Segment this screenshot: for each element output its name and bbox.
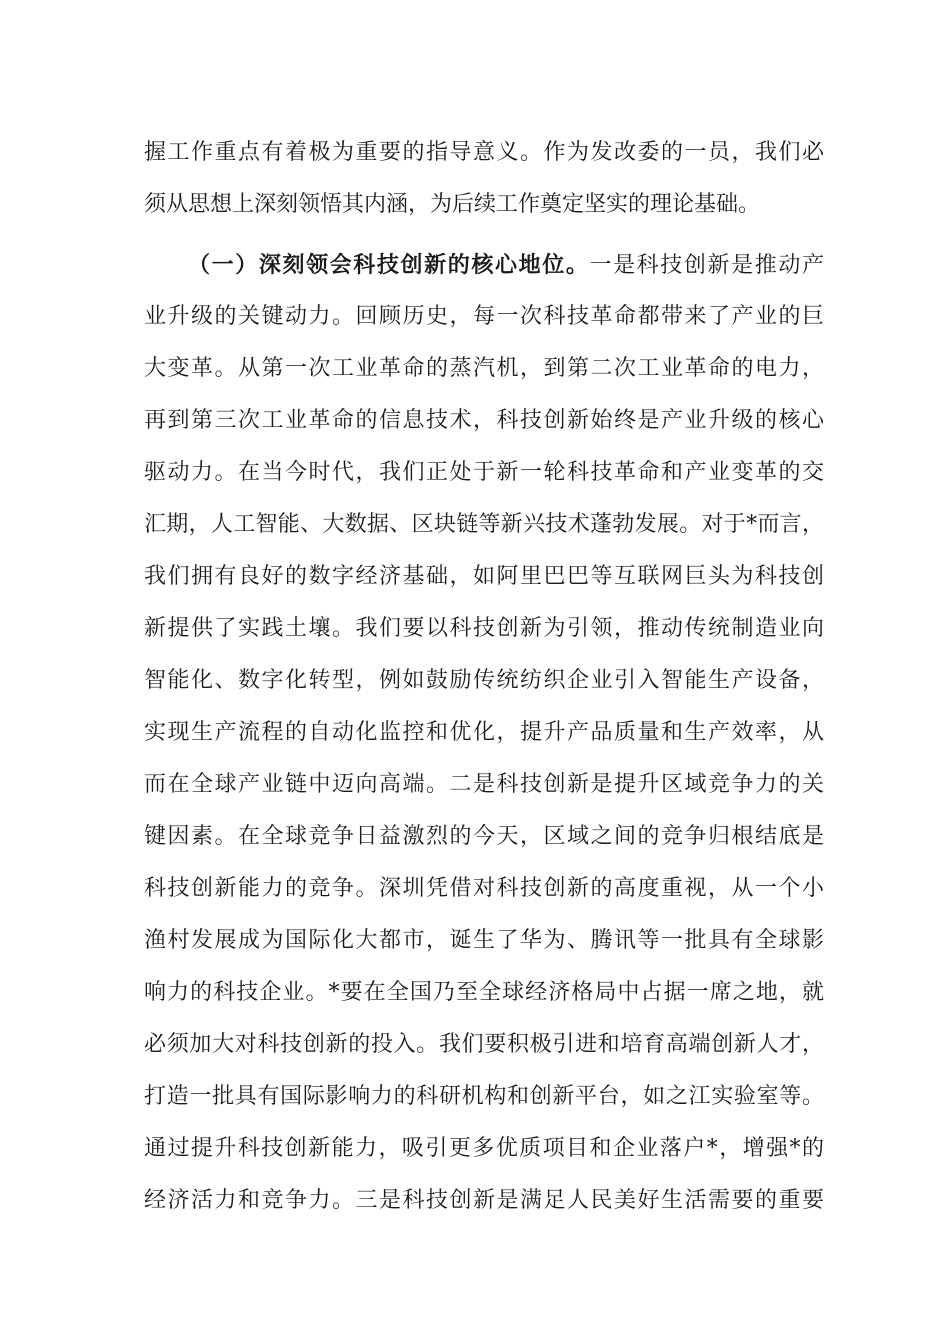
paragraph-2: [144, 239, 824, 1227]
paragraph-line: 驱动力。在当今时代，我们正处于新一轮科技革命和产业变革的交: [144, 460, 824, 485]
paragraph-1: [144, 127, 824, 231]
paragraph-line: 再到第三次工业革命的信息技术，科技创新始终是产业升级的核心: [144, 408, 824, 433]
paragraph-line: 须从思想上深刻领悟其内涵，为后续工作奠定坚实的理论基础。: [144, 192, 761, 217]
paragraph-line: 业升级的关键动力。回顾历史，每一次科技革命都带来了产业的巨: [144, 304, 824, 329]
paragraph-line: 大变革。从第一次工业革命的蒸汽机，到第二次工业革命的电力，: [144, 356, 824, 381]
paragraph-line: 握工作重点有着极为重要的指导意义。作为发改委的一员，我们必: [144, 140, 824, 165]
paragraph-line: 我们拥有良好的数字经济基础，如阿里巴巴等互联网巨头为科技创: [144, 564, 824, 589]
paragraph-line: 汇期，人工智能、大数据、区块链等新兴技术蓬勃发展。对于*而言，: [144, 512, 824, 537]
paragraph-line: 键因素。在全球竞争日益激烈的今天，区域之间的竞争归根结底是: [144, 824, 824, 849]
first-line-text: 一是科技创新是推动产: [589, 253, 824, 278]
paragraph-line: 智能化、数字化转型，例如鼓励传统纺织企业引入智能生产设备，: [144, 668, 824, 693]
paragraph-line: 渔村发展成为国际化大都市，诞生了华为、腾讯等一批具有全球影: [144, 928, 824, 953]
paragraph-line: 必须加大对科技创新的投入。我们要积极引进和培育高端创新人才，: [144, 1032, 824, 1057]
paragraph-first-line: [144, 239, 824, 291]
paragraph-line: 实现生产流程的自动化监控和优化，提升产品质量和生产效率，从: [144, 720, 824, 745]
paragraph-line: 新提供了实践土壤。我们要以科技创新为引领，推动传统制造业向: [144, 616, 824, 641]
paragraph-line: 响力的科技企业。*要在全国乃至全球经济格局中占据一席之地，就: [144, 980, 824, 1005]
paragraph-line: 通过提升科技创新能力，吸引更多优质项目和企业落户*，增强*的: [144, 1136, 824, 1161]
paragraph-line: 打造一批具有国际影响力的科研机构和创新平台，如之江实验室等。: [144, 1084, 824, 1109]
paragraph-line: 而在全球产业链中迈向高端。二是科技创新是提升区域竞争力的关: [144, 772, 824, 797]
paragraph-line: 经济活力和竞争力。三是科技创新是满足人民美好生活需要的重要: [144, 1188, 824, 1213]
paragraph-line: 科技创新能力的竞争。深圳凭借对科技创新的高度重视，从一个小: [144, 876, 824, 901]
section-heading: （一）深刻领会科技创新的核心地位。: [188, 252, 590, 278]
